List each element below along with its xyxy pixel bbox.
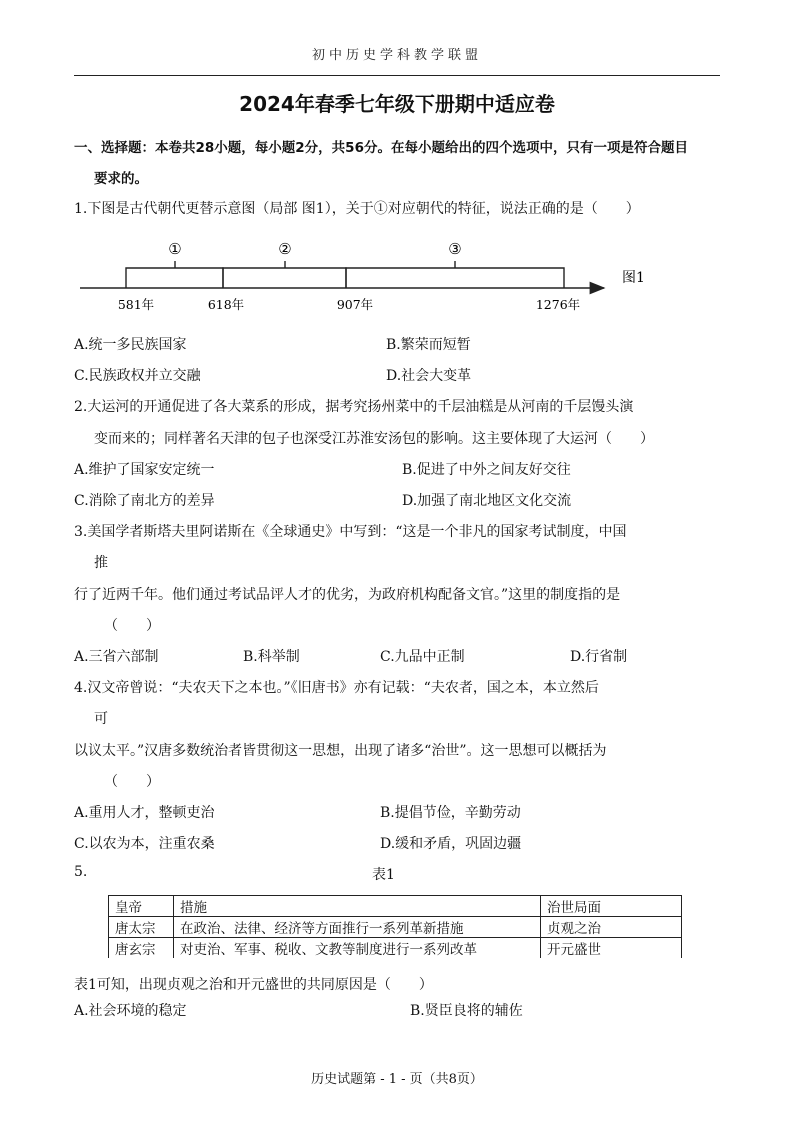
bracket-segment-2 [223, 268, 346, 288]
q2-option-b: B.促进了中外之间友好交往 [402, 462, 571, 478]
year-label-907: 907年 [336, 297, 374, 312]
table-row [109, 938, 682, 959]
table-cell: 唐太宗 [109, 917, 174, 938]
figure-caption: 图1 [622, 270, 645, 286]
year-label-1276: 1276年 [535, 297, 581, 312]
table-row [109, 917, 682, 938]
reform-table [108, 895, 682, 958]
bracket-segment-1 [126, 268, 223, 288]
table-cell: 在政治、法律、经济等方面推行一系列革新措施 [174, 917, 541, 938]
q1-stem: 1.下图是古代朝代更替示意图（局部 图1），关于①对应朝代的特征，说法正确的是（ ） [74, 201, 640, 217]
q2-option-d: D.加强了南北地区文化交流 [402, 493, 572, 509]
q3-option-a: A.三省六部制 [74, 649, 159, 665]
q4-stem-line1: 4.汉文帝曾说：“夫农天下之本也。”《旧唐书》亦有记载：“夫农者，国之本，本立然后 [74, 680, 599, 696]
q1-option-d: D.社会大变革 [386, 368, 472, 384]
q1-option-c: C.民族政权并立交融 [74, 368, 201, 384]
dynasty-timeline-figure [80, 236, 645, 316]
q4-stem-line3: 以议太平。”汉唐多数统治者皆贯彻这一思想，出现了诸多“治世”。这一思想可以概括为 [74, 743, 607, 759]
segment-label-3: ③ [448, 240, 462, 258]
q4-stem-line4: （ ） [104, 774, 160, 790]
header-divider [74, 75, 720, 76]
table-caption: 表1 [372, 867, 395, 883]
q4-stem-line2: 可 [94, 711, 108, 727]
year-label-581: 581年 [117, 297, 155, 312]
table-header-cell: 皇帝 [109, 896, 174, 917]
q3-option-c: C.九品中正制 [380, 649, 465, 665]
q2-option-c: C.消除了南北方的差异 [74, 493, 215, 509]
q2-stem-line2: 变而来的；同样著名天津的包子也深受江苏淮安汤包的影响。这主要体现了大运河（ ） [94, 431, 654, 447]
q5-option-a: A.社会环境的稳定 [74, 1003, 187, 1019]
q5-stem: 表1可知，出现贞观之治和开元盛世的共同原因是（ ） [74, 977, 433, 993]
q5-number: 5. [74, 864, 88, 880]
q5-option-b: B.贤臣良将的辅佐 [410, 1003, 523, 1019]
segment-label-2: ② [278, 240, 292, 258]
segment-label-1: ① [168, 240, 182, 258]
q4-option-d: D.缓和矛盾，巩固边疆 [380, 836, 522, 852]
table-cell: 对吏治、军事、税收、文教等制度进行一系列改革 [174, 938, 541, 959]
q3-option-b: B.科举制 [243, 649, 300, 665]
table-header-cell: 措施 [174, 896, 541, 917]
q1-option-b: B.繁荣而短暂 [386, 337, 471, 353]
q4-option-c: C.以农为本，注重农桑 [74, 836, 215, 852]
q2-stem-line1: 2.大运河的开通促进了各大菜系的形成，据考究扬州菜中的千层油糕是从河南的千层馒头演 [74, 399, 634, 415]
table-header-row [109, 896, 682, 917]
q4-option-b: B.提倡节俭，辛勤劳动 [380, 805, 521, 821]
q1-option-a: A.统一多民族国家 [74, 337, 187, 353]
section-instruction-line2: 要求的。 [94, 171, 148, 187]
q3-stem-line1: 3.美国学者斯塔夫里阿诺斯在《全球通史》中写到：“这是一个非凡的国家考试制度，中国 [74, 524, 627, 540]
section-instruction-line1: 一、选择题：本卷共28小题，每小题2分，共56分。在每小题给出的四个选项中，只有一项是符合题目 [74, 140, 688, 156]
table-cell: 唐玄宗 [109, 938, 174, 959]
q2-option-a: A.维护了国家安定统一 [74, 462, 215, 478]
year-label-618: 618年 [207, 297, 245, 312]
q4-option-a: A.重用人才，整顿吏治 [74, 805, 215, 821]
bracket-segment-3 [346, 268, 564, 288]
q3-option-d: D.行省制 [570, 649, 628, 665]
q3-stem-line2: 推 [94, 555, 108, 571]
page-footer: 历史试题第 - 1 - 页（共8页） [311, 1072, 483, 1087]
paper-title: 2024年春季七年级下册期中适应卷 [239, 92, 555, 116]
q3-stem-line3: 行了近两千年。他们通过考试品评人才的优劣，为政府机构配备文官。”这里的制度指的是 [74, 587, 621, 603]
table-cell: 贞观之治 [541, 917, 682, 938]
page-header: 初中历史学科教学联盟 [311, 48, 482, 63]
q3-stem-line4: （ ） [104, 618, 160, 634]
table-cell: 开元盛世 [541, 938, 682, 959]
table-header-cell: 治世局面 [541, 896, 682, 917]
